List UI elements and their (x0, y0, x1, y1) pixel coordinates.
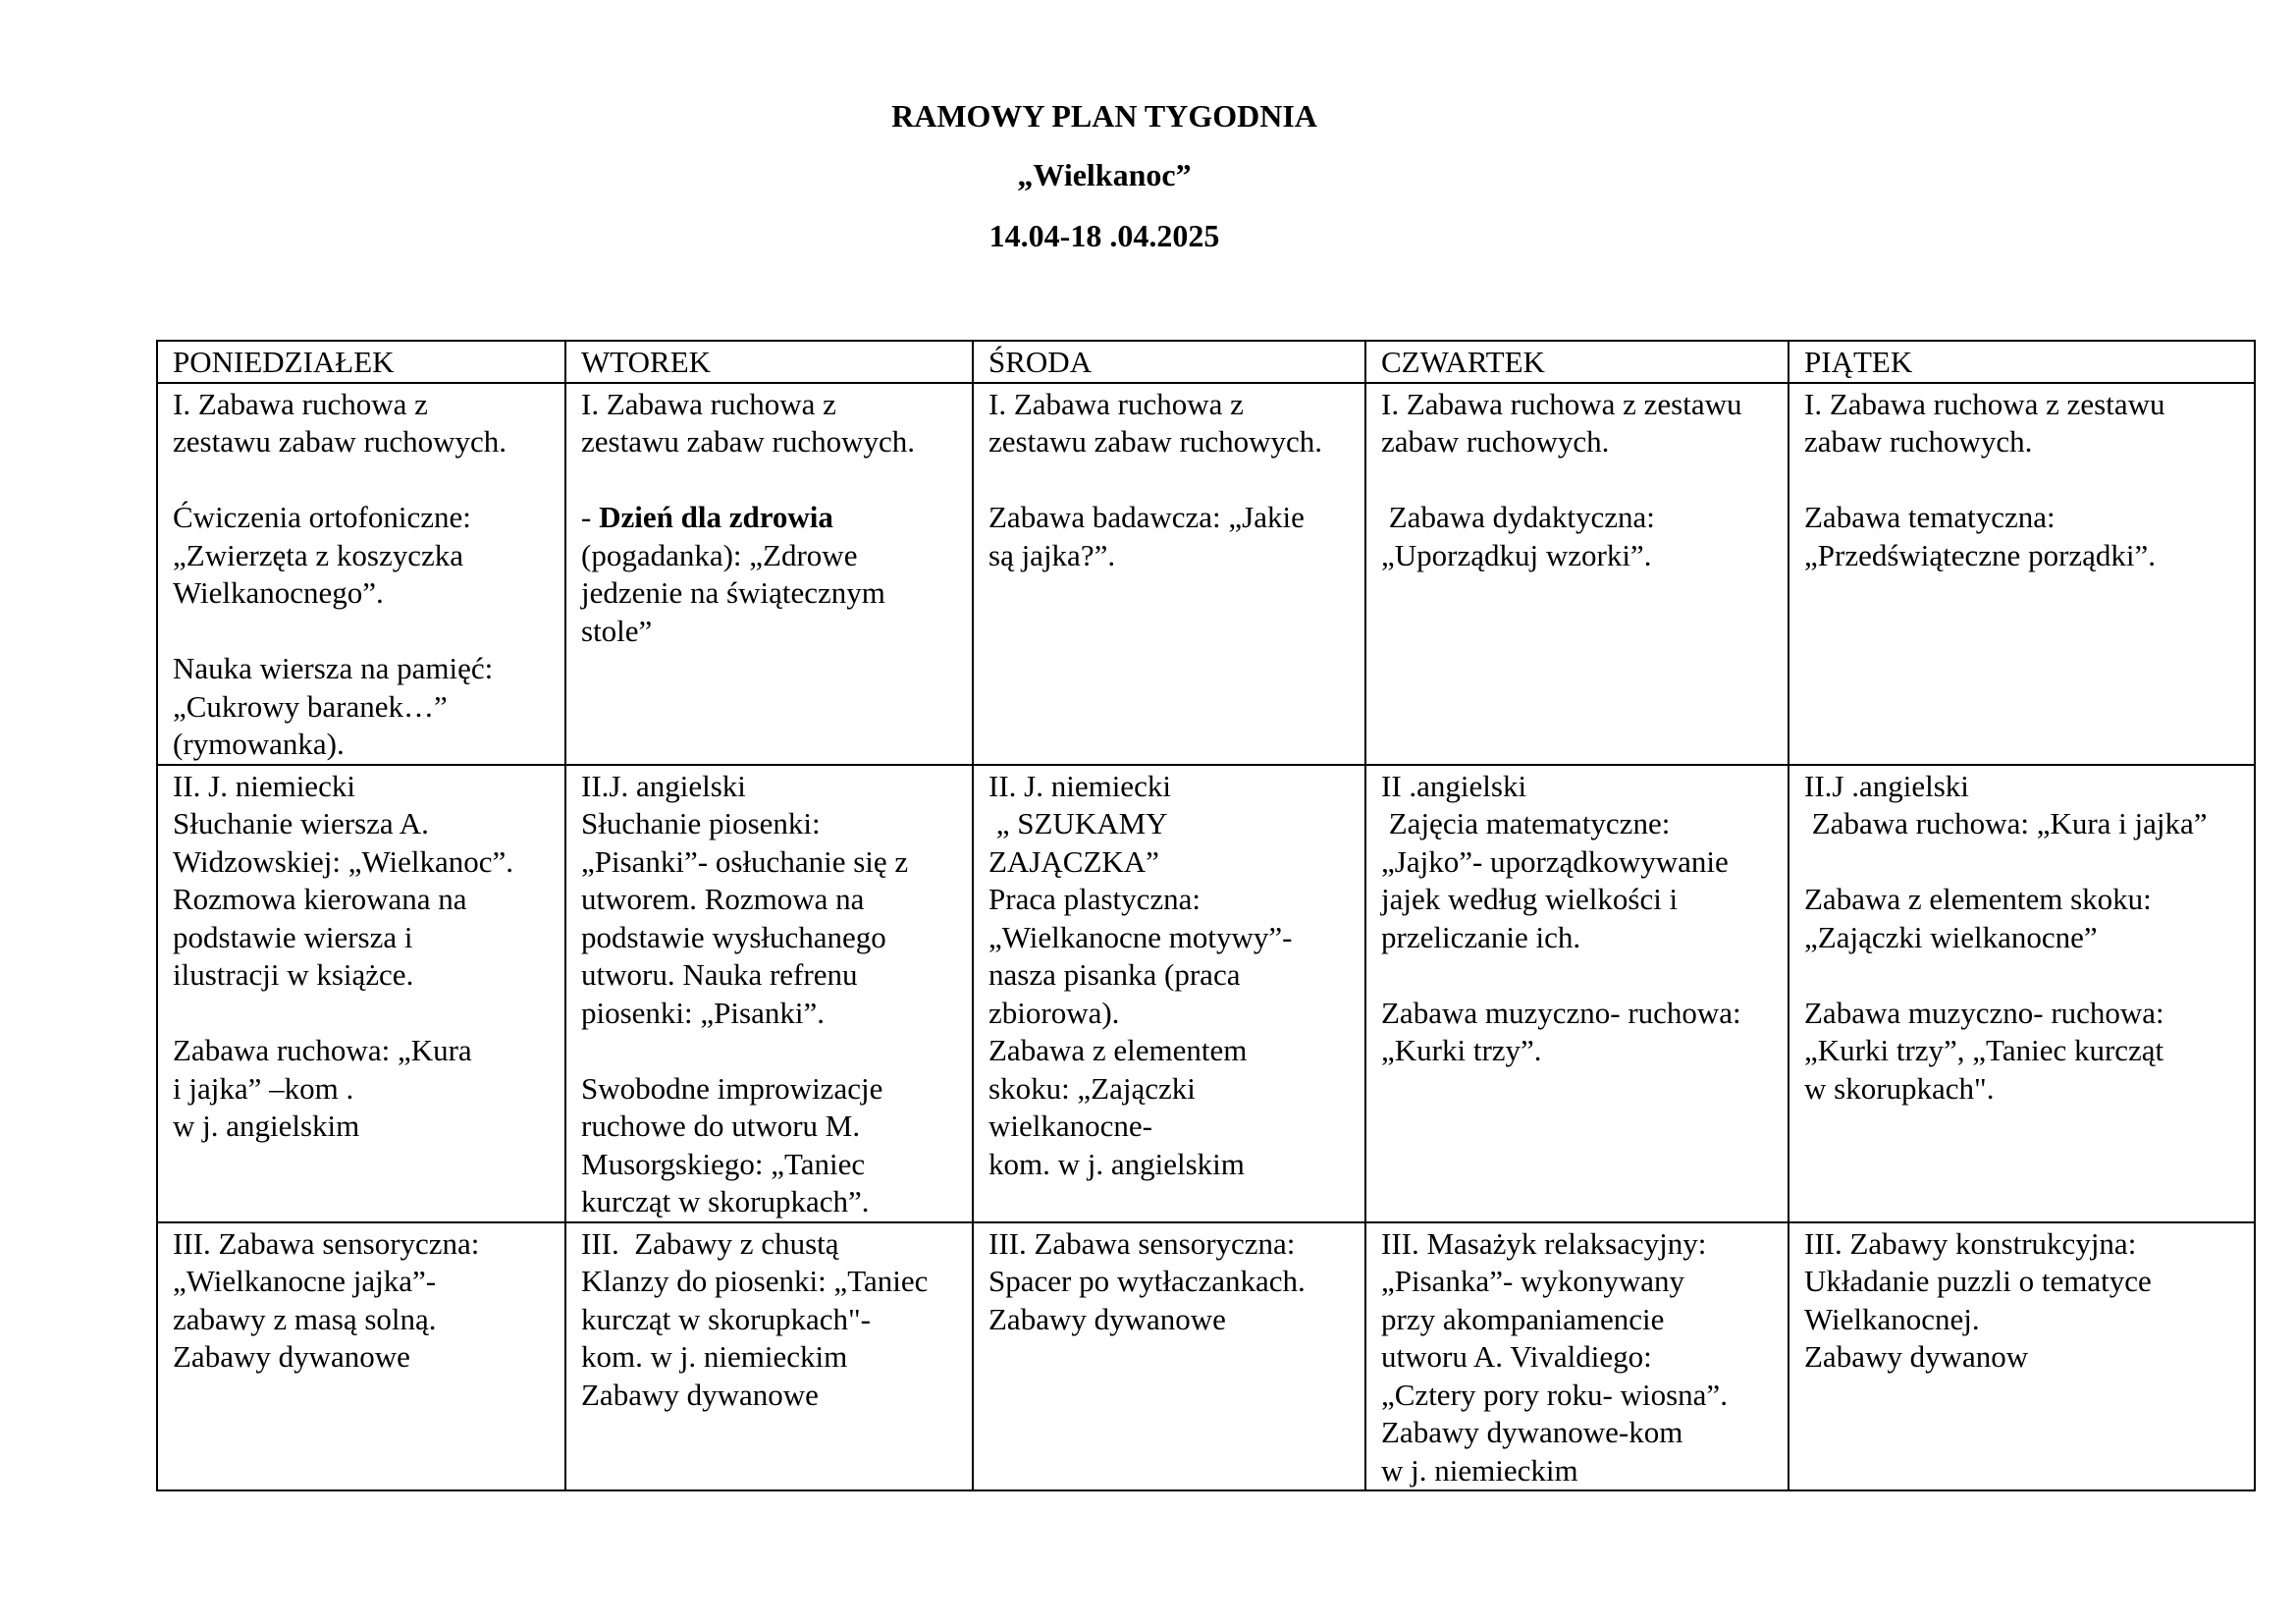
cell-line: w j. angielskim (173, 1109, 360, 1143)
cell-line: (pogadanka): „Zdrowe (581, 537, 858, 572)
cell-line: wielkanocne- (988, 1109, 1152, 1143)
cell-line: zestawu zabaw ruchowych. (173, 424, 507, 459)
cell-line: „Pisanki”- osłuchanie się z (581, 843, 909, 879)
cell-line: utworu A. Vivaldiego: (1381, 1339, 1652, 1374)
cell-line: Zabawy dywanow (1804, 1339, 2029, 1374)
cell-line: I. Zabawa ruchowa z zestawu (1804, 386, 2165, 421)
cell-line: „Zwierzęta z koszyczka (173, 537, 464, 572)
cell-line: Zabawa muzyczno- ruchowa: (1381, 995, 1741, 1030)
cell-line: skoku: „Zajączki (988, 1070, 1196, 1106)
cell-line: „Przedświąteczne porządki”. (1804, 537, 2157, 572)
cell-line: Zabawa dydaktyczna: (1381, 500, 1655, 534)
cell-line: II. J. niemiecki (988, 768, 1171, 803)
cell-line (581, 461, 966, 500)
cell-line: II. J. niemiecki (173, 768, 355, 803)
cell-wednesday-block-1 (973, 383, 1365, 765)
table-row (157, 1222, 2255, 1491)
header-wednesday: ŚRODA (973, 341, 1365, 383)
date-range: 14.04-18 .04.2025 (988, 218, 1220, 253)
cell-line: „Uporządkuj wzorki”. (1381, 537, 1652, 572)
cell-tuesday-block-1 (565, 383, 973, 765)
cell-line: II.J. angielski (581, 768, 746, 803)
cell-line: kom. w j. niemieckim (581, 1339, 848, 1374)
cell-line: „Cztery pory roku- wiosna”. (1381, 1377, 1728, 1412)
cell-line: Zabawa ruchowa: „Kura (173, 1033, 472, 1067)
table-row (157, 383, 2255, 765)
cell-line: Rozmowa kierowana na (173, 882, 467, 916)
cell-line: kom. w j. angielskim (988, 1146, 1245, 1181)
cell-monday-block-2 (157, 765, 565, 1222)
cell-line: stole” (581, 613, 653, 648)
table-row (157, 765, 2255, 1222)
cell-line (1381, 956, 1782, 995)
cell-friday-block-1 (1789, 383, 2255, 765)
cell-line: Zabawa muzyczno- ruchowa: (1804, 995, 2164, 1030)
cell-monday-block-1 (157, 383, 565, 765)
cell-line: I. Zabawa ruchowa z (581, 386, 836, 421)
cell-line: ruchowe do utworu M. (581, 1109, 861, 1143)
cell-line (173, 613, 559, 651)
table-header-row (157, 341, 2255, 383)
cell-wednesday-block-2 (973, 765, 1365, 1222)
cell-line: „Zajączki wielkanocne” (1804, 919, 2098, 954)
cell-thursday-block-3 (1365, 1222, 1789, 1491)
cell-friday-block-3 (1789, 1222, 2255, 1491)
header-tuesday: WTOREK (565, 341, 973, 383)
cell-line: kurcząt w skorupkach”. (581, 1184, 870, 1218)
cell-line: ilustracji w książce. (173, 957, 414, 992)
cell-line: utworem. Rozmowa na (581, 882, 865, 916)
cell-line: Praca plastyczna: (988, 882, 1201, 916)
cell-line: Zabawa badawcza: „Jakie (988, 500, 1305, 534)
cell-line (581, 1032, 966, 1070)
cell-line: Słuchanie wiersza A. (173, 806, 429, 840)
cell-line: (rymowanka). (173, 727, 345, 761)
cell-line: Musorgskiego: „Taniec (581, 1146, 866, 1181)
cell-line: Zabawy dywanowe-kom (1381, 1415, 1683, 1449)
cell-line: - Dzień dla zdrowia (581, 500, 833, 534)
cell-line: przeliczanie ich. (1381, 919, 1581, 954)
cell-line: podstawie wysłuchanego (581, 919, 886, 954)
page-title: RAMOWY PLAN TYGODNIA (891, 98, 1317, 134)
cell-line: Nauka wiersza na pamięć: (173, 651, 494, 685)
cell-line: I. Zabawa ruchowa z (988, 386, 1244, 421)
cell-line: jajek według wielkości i (1381, 882, 1679, 916)
cell-line: zabawy z masą solną. (173, 1301, 437, 1336)
cell-tuesday-block-3 (565, 1222, 973, 1491)
cell-line: Wielkanocnego”. (173, 575, 384, 610)
bold-phrase: Dzień dla zdrowia (599, 500, 833, 534)
cell-line: zabaw ruchowych. (1804, 424, 2033, 459)
cell-line: zestawu zabaw ruchowych. (988, 424, 1322, 459)
cell-line: Zabawa tematyczna: (1804, 500, 2056, 534)
cell-line: w skorupkach". (1804, 1070, 1995, 1106)
cell-line (173, 461, 559, 500)
cell-line: „Pisanka”- wykonywany (1381, 1264, 1685, 1298)
cell-line: Klanzy do piosenki: „Taniec (581, 1264, 929, 1298)
cell-line: Zabawa z elementem (988, 1033, 1248, 1067)
cell-line (1804, 461, 2248, 500)
cell-line: Zabawa ruchowa: „Kura i jajka” (1804, 806, 2208, 840)
cell-line: „Wielkanocne jajka”- (173, 1264, 437, 1298)
cell-line: Układanie puzzli o tematyce (1804, 1264, 2152, 1298)
header-thursday: CZWARTEK (1365, 341, 1789, 383)
cell-line (173, 995, 559, 1033)
cell-line: II .angielski (1381, 768, 1527, 803)
weekly-plan-table (156, 340, 2256, 1491)
cell-line: podstawie wiersza i (173, 919, 413, 954)
cell-thursday-block-1 (1365, 383, 1789, 765)
cell-line: „Jajko”- uporządkowywanie (1381, 843, 1729, 879)
cell-line: są jajka?”. (988, 537, 1116, 572)
cell-line: piosenki: „Pisanki”. (581, 995, 825, 1030)
cell-line (1381, 461, 1782, 500)
cell-line: I. Zabawa ruchowa z zestawu (1381, 386, 1742, 421)
cell-tuesday-block-2 (565, 765, 973, 1222)
cell-monday-block-3 (157, 1222, 565, 1491)
cell-line: w j. niemieckim (1381, 1452, 1578, 1488)
cell-line: Spacer po wytłaczankach. (988, 1264, 1306, 1298)
cell-line (1804, 843, 2248, 882)
cell-line: Swobodne improwizacje (581, 1070, 883, 1106)
cell-thursday-block-2 (1365, 765, 1789, 1222)
cell-line: I. Zabawa ruchowa z (173, 386, 428, 421)
cell-line: przy akompaniamencie (1381, 1301, 1665, 1336)
cell-line: III. Zabawy konstrukcyjna: (1804, 1225, 2137, 1261)
cell-line: „Kurki trzy”, „Taniec kurcząt (1804, 1033, 2164, 1067)
cell-line: III. Masażyk relaksacyjny: (1381, 1225, 1707, 1261)
cell-line: „Cukrowy baranek…” (173, 688, 448, 724)
cell-line: Zabawa z elementem skoku: (1804, 882, 2152, 916)
cell-line: „ SZUKAMY (988, 806, 1168, 840)
cell-line: III. Zabawa sensoryczna: (988, 1225, 1296, 1261)
cell-line: i jajka” –kom . (173, 1070, 354, 1106)
cell-wednesday-block-3 (973, 1222, 1365, 1491)
cell-line: zestawu zabaw ruchowych. (581, 424, 915, 459)
cell-line: jedzenie na świątecznym (581, 575, 885, 610)
cell-line: Słuchanie piosenki: (581, 806, 821, 840)
cell-line: ZAJĄCZKA” (988, 843, 1159, 879)
cell-line: II.J .angielski (1804, 768, 1969, 803)
cell-line: nasza pisanka (praca (988, 957, 1241, 992)
header-monday: PONIEDZIAŁEK (157, 341, 565, 383)
cell-line: III. Zabawy z chustą (581, 1225, 839, 1261)
cell-line: zbiorowa). (988, 995, 1120, 1030)
page-subtitle: „Wielkanoc” (1017, 157, 1192, 192)
cell-line: „Kurki trzy”. (1381, 1033, 1542, 1067)
cell-line: Widzowskiej: „Wielkanoc”. (173, 843, 513, 879)
cell-line: „Wielkanocne motywy”- (988, 919, 1293, 954)
header-friday: PIĄTEK (1789, 341, 2255, 383)
cell-line (988, 461, 1359, 500)
cell-line: Zabawy dywanowe (581, 1377, 819, 1412)
cell-line: Zajęcia matematyczne: (1381, 806, 1671, 840)
cell-line: Ćwiczenia ortofoniczne: (173, 500, 471, 534)
cell-line: Zabawy dywanowe (988, 1301, 1226, 1336)
cell-line: III. Zabawa sensoryczna: (173, 1225, 480, 1261)
cell-line: zabaw ruchowych. (1381, 424, 1610, 459)
cell-line: utworu. Nauka refrenu (581, 957, 858, 992)
cell-line (1804, 956, 2248, 995)
cell-line: kurcząt w skorupkach"- (581, 1301, 871, 1336)
cell-line: Wielkanocnej. (1804, 1301, 1980, 1336)
cell-line: Zabawy dywanowe (173, 1339, 410, 1374)
cell-friday-block-2 (1789, 765, 2255, 1222)
